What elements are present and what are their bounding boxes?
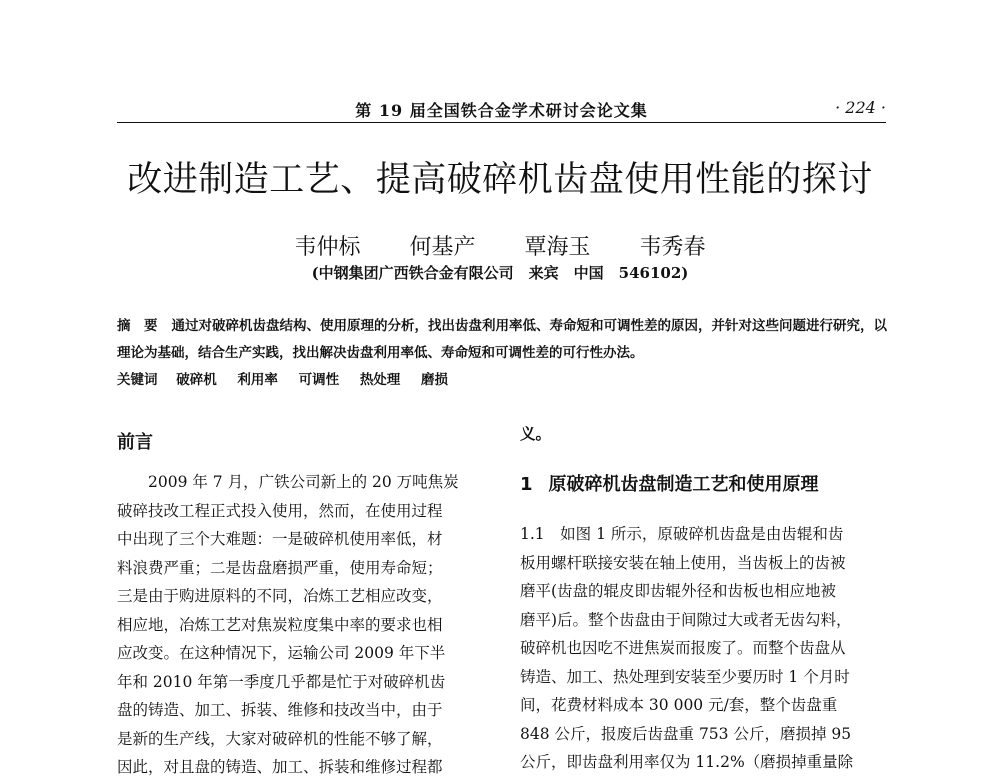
text-line: 破碎机也因吃不进焦炭而报废了。而整个齿盘从 xyxy=(520,639,846,657)
text-line: 盘的铸造、加工、拆装、维修和技改当中，由于 xyxy=(117,701,443,719)
author-list xyxy=(0,230,1000,261)
right-column-body xyxy=(520,520,853,777)
text-line: 公斤，即齿盘利用率仅为 11.2%（磨损掉重量除 xyxy=(520,753,854,771)
text-line: 是新的生产线，大家对破碎机的性能不够了解， xyxy=(117,729,443,748)
abstract-text: 通过对破碎机齿盘结构、使用原理的分析，找出齿盘利用率低、寿命短和可调性差的原因，并针对这些问题进行研究，以理论为基础，结合生产实践，找出解决齿盘利用率低、寿命短和可调性差的可行性办法。 xyxy=(117,318,887,361)
text-line: 年和 2010 年第一季度几乎都是忙于对破碎机齿 xyxy=(117,672,446,691)
text-line: 相应地，冶炼工艺对焦炭粒度集中率的要求也相 xyxy=(117,615,443,634)
author-name: 覃海玉 xyxy=(524,235,591,260)
text-line: 磨平(齿盘的辊皮即齿辊外径和齿板也相应地被 xyxy=(520,582,837,600)
author-name: 韦秀春 xyxy=(639,235,706,260)
abstract-label: 摘 要 xyxy=(117,318,158,334)
text-line: 2009 年 7 月，广铁公司新上的 20 万吨焦炭 xyxy=(117,473,459,491)
running-header xyxy=(117,94,886,123)
text-line: 因此，对且盘的铸造、加工、拆装和维修过程都 xyxy=(117,758,443,776)
text-line: 铸造、加工、热处理到安装至少要历时 1 个月时 xyxy=(520,667,850,686)
author-name: 韦仲标 xyxy=(294,235,361,260)
keyword: 利用率 xyxy=(237,372,278,388)
continuation-text: 义。 xyxy=(520,424,552,443)
text-line: 应改变。在这种情况下，运输公司 2009 年下半 xyxy=(117,644,446,662)
text-line: 磨平)后。整个齿盘由于间隙过大或者无齿勾料， xyxy=(520,610,852,629)
running-title: 第 19 届全国铁合金学术研讨会论文集 xyxy=(355,101,648,120)
text-line: 848 公斤，报废后齿盘重 753 公斤，磨损掉 95 xyxy=(520,724,852,743)
text-line: 中出现了三个大难题：一是破碎机使用率低，材 xyxy=(117,530,443,548)
section-heading-preface: 前言 xyxy=(117,432,153,453)
section-title: 原破碎机齿盘制造工艺和使用原理 xyxy=(548,474,819,495)
text-line: 1.1 如图 1 所示，原破碎机齿盘是由齿辊和齿 xyxy=(520,525,844,543)
text-line: 板用螺杆联接安装在轴上使用，当齿板上的齿被 xyxy=(520,553,846,572)
text-line: 料浪费严重；二是齿盘磨损严重，使用寿命短； xyxy=(117,558,443,577)
keyword: 热处理 xyxy=(359,372,401,388)
text-line: 破碎技改工程正式投入使用，然而，在使用过程 xyxy=(117,501,443,520)
keyword: 磨损 xyxy=(421,372,449,388)
keywords-label: 关键词 xyxy=(117,372,158,388)
text-line: 间，花费材料成本 30 000 元/套，整个齿盘重 xyxy=(520,696,838,714)
abstract xyxy=(117,313,887,367)
section-number: 1 xyxy=(520,474,533,495)
text-line: 三是由于购进原料的不同，冶炼工艺相应改变， xyxy=(117,587,443,605)
keyword: 可调性 xyxy=(298,372,340,388)
keywords xyxy=(117,368,887,388)
paper-title: 改进制造工艺、提高破碎机齿盘使用性能的探讨 xyxy=(127,160,873,200)
left-column-body xyxy=(117,468,459,782)
affiliation: (中钢集团广西铁合金有限公司 来宾 中国 546102) xyxy=(311,264,689,282)
keyword: 破碎机 xyxy=(176,372,217,388)
section-heading-1 xyxy=(520,470,819,496)
page-number: · 224 · xyxy=(835,98,886,117)
author-name: 何基产 xyxy=(409,235,476,260)
